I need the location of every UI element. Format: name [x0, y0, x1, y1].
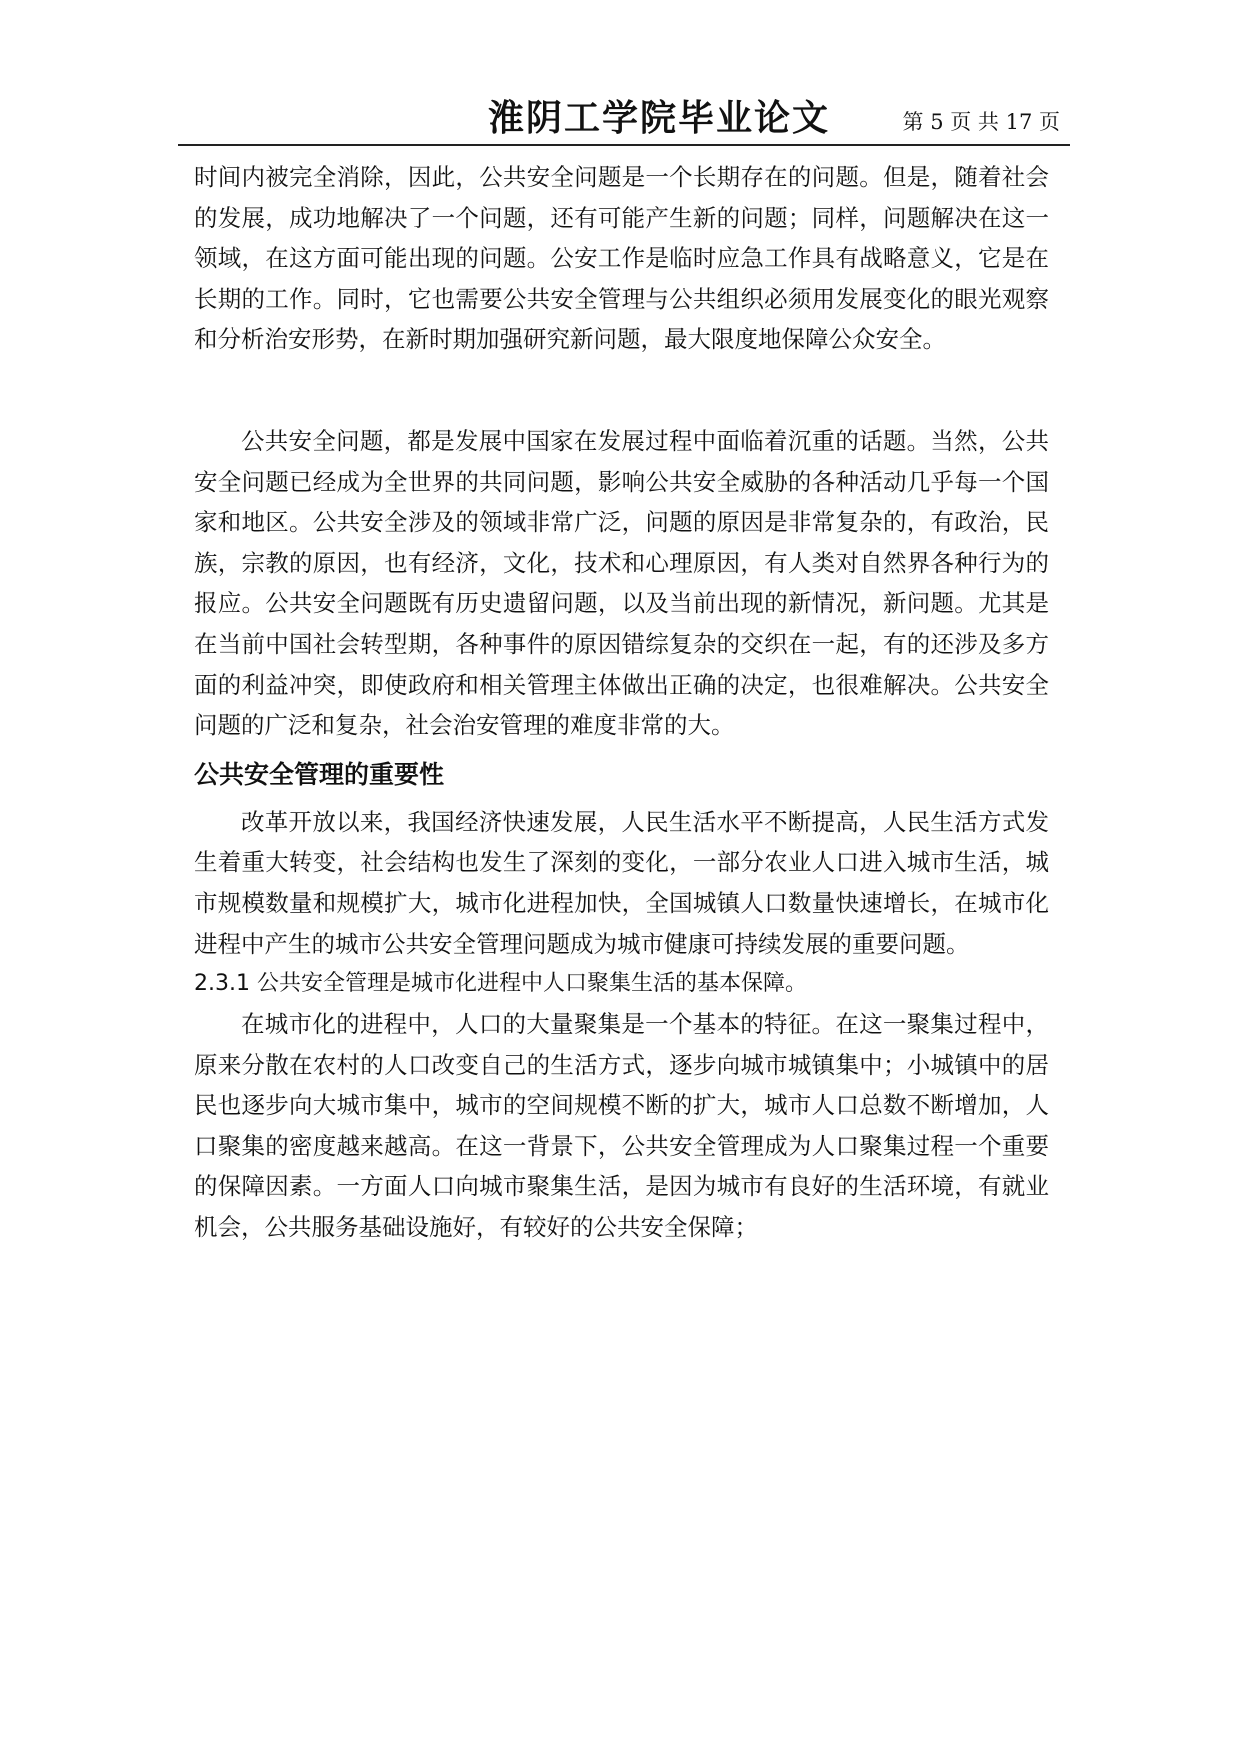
thesis-header-title: 淮阴工学院毕业论文: [488, 98, 831, 139]
body-paragraph: 公共安全问题，都是发展中国家在发展过程中面临着沉重的话题。当然，公共安全问题已经成为全世界的共同问题，影响公共安全威胁的各种活动几乎每一个国家和地区。公共安全涉及的领域非常广泛，问题的原因是非常复杂的，有政治，民族，宗教的原因，也有经济，文化，技术和心理原因，有人类对自然界各种行为的报应。公共安全问题既有历史遗留问题，以及当前出现的新情况，新问题。尤其是在当前中国社会转型期，各种事件的原因错综复杂的交织在一起，有的还涉及多方面的利益冲突，即使政府和相关管理主体做出正确的决定，也很难解决。公共安全问题的广泛和复杂，社会治安管理的难度非常的大。: [194, 426, 1049, 740]
page-header: [178, 88, 1070, 146]
paragraph-spacer: [194, 360, 1049, 421]
body-paragraph: 时间内被完全消除，因此，公共安全问题是一个长期存在的问题。但是，随着社会的发展，成功地解决了一个问题，还有可能产生新的问题；同样，问题解决在这一领域，在这方面可能出现的问题。公安工作是临时应急工作具有战略意义，它是在长期的工作。同时，它也需要公共安全管理与公共组织必须用发展变化的眼光观察和分析治安形势，在新时期加强研究新问题，最大限度地保障公众安全。: [194, 163, 1049, 354]
document-body: [194, 157, 1049, 1248]
page-number: 第 5 页 共 17 页: [902, 110, 1060, 134]
body-paragraph: 改革开放以来，我国经济快速发展，人民生活水平不断提高，人民生活方式发生着重大转变，社会结构也发生了深刻的变化，一部分农业人口进入城市生活，城市规模数量和规模扩大，城市化进程加快，全国城镇人口数量快速增长，在城市化进程中产生的城市公共安全管理问题成为城市健康可持续发展的重要问题。: [194, 807, 1049, 958]
subsection-heading: 2.3.1 公共安全管理是城市化进程中人口聚集生活的基本保障。: [194, 971, 807, 997]
section-heading: 公共安全管理的重要性: [194, 759, 445, 789]
body-paragraph: 在城市化的进程中，人口的大量聚集是一个基本的特征。在这一聚集过程中，原来分散在农村的人口改变自己的生活方式，逐步向城市城镇集中；小城镇中的居民也逐步向大城市集中，城市的空间规模不断的扩大，城市人口总数不断增加，人口聚集的密度越来越高。在这一背景下，公共安全管理成为人口聚集过程一个重要的保障因素。一方面人口向城市聚集生活，是因为城市有良好的生活环境，有就业机会，公共服务基础设施好，有较好的公共安全保障；: [194, 1010, 1049, 1242]
